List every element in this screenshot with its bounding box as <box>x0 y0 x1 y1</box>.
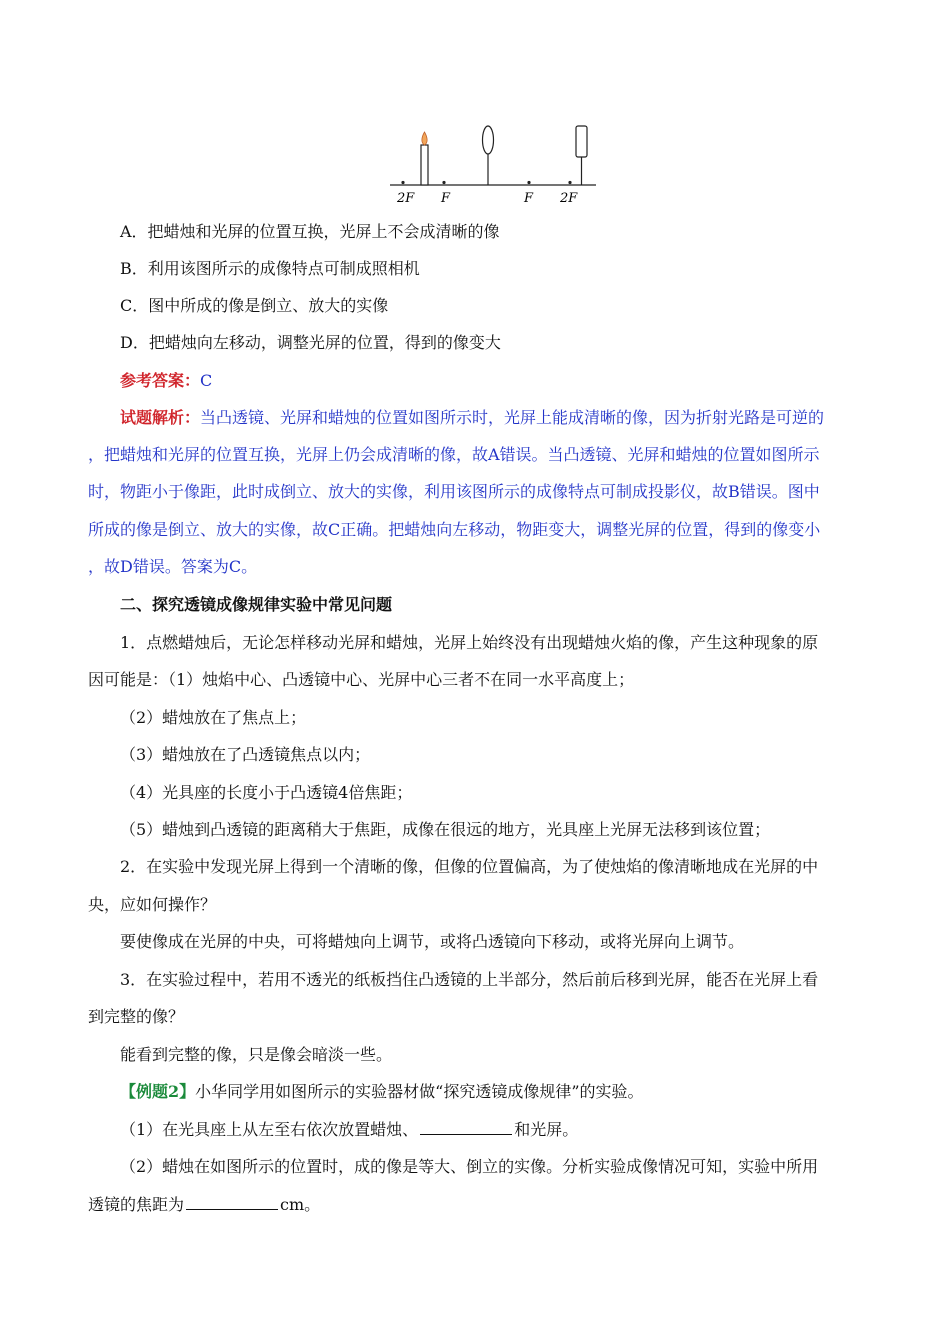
q1-reason-2: （2）蜡烛放在了焦点上； <box>120 708 307 727</box>
q3-line-2: 到完整的像？ <box>88 1007 185 1026</box>
answer-label: 参考答案： <box>120 371 201 390</box>
option-c: C．图中所成的像是倒立、放大的实像 <box>120 296 389 315</box>
label-2f-left: 2F <box>397 191 415 206</box>
option-d: D．把蜡烛向左移动，调整光屏的位置，得到的像变大 <box>120 333 501 352</box>
point-2f-left <box>401 181 404 184</box>
convex-lens <box>483 126 494 154</box>
q3-line-1: 3．在实验过程中，若用不透光的纸板挡住凸透镜的上半部分，然后前后移到光屏，能否在光屏上看 <box>120 970 819 989</box>
answer-line <box>120 371 890 391</box>
q1-reason-5: （5）蜡烛到凸透镜的距离稍大于焦距，成像在很远的地方，光具座上光屏无法移到该位置； <box>120 820 771 839</box>
analysis-text-1: 当凸透镜、光屏和蜡烛的位置如图所示时，光屏上能成清晰的像，因为折射光路是可逆的 <box>200 408 825 427</box>
part1-after: 和光屏。 <box>514 1120 579 1139</box>
analysis-line-3: 时，物距小于像距，此时成倒立、放大的实像，利用该图所示的成像特点可制成投影仪，故B错误。图中 <box>88 482 820 501</box>
analysis-line-2: ，把蜡烛和光屏的位置互换，光屏上仍会成清晰的像，故A错误。当凸透镜、光屏和蜡烛的位置如图所示 <box>88 445 820 464</box>
q3-answer: 能看到完整的像，只是像会暗淡一些。 <box>120 1045 393 1064</box>
label-f-right: F <box>524 191 534 206</box>
example-intro-line <box>120 1082 890 1102</box>
q1-reason-4: （4）光具座的长度小于凸透镜4倍焦距； <box>120 783 413 802</box>
q1-line-1: 1．点燃蜡烛后，无论怎样移动光屏和蜡烛，光屏上始终没有出现蜡烛火焰的像，产生这种现象的原 <box>120 633 819 652</box>
analysis-line-1 <box>120 408 890 428</box>
label-f-left: F <box>441 191 451 206</box>
part2-before: 透镜的焦距为 <box>88 1195 185 1214</box>
section-heading: 二、探究透镜成像规律实验中常见问题 <box>120 595 393 614</box>
option-b: B．利用该图所示的成像特点可制成照相机 <box>120 259 420 278</box>
point-2f-right <box>568 181 571 184</box>
optical-bench-figure <box>388 118 598 210</box>
analysis-line-5: ，故D错误。答案为C。 <box>88 557 258 576</box>
example-intro: 小华同学用如图所示的实验器材做“探究透镜成像规律”的实验。 <box>195 1082 644 1101</box>
example-part-2-line-2 <box>88 1195 858 1215</box>
analysis-line-4: 所成的像是倒立、放大的实像，故C正确。把蜡烛向左移动，物距变大，调整光屏的位置，得到的像变小 <box>88 520 821 539</box>
light-screen <box>576 126 587 157</box>
example-label: 【例题2】 <box>120 1082 196 1101</box>
part2-after: cm。 <box>280 1195 321 1214</box>
answer-blank-1[interactable] <box>420 1120 512 1135</box>
candle <box>421 145 428 185</box>
part1-before: （1）在光具座上从左至右依次放置蜡烛、 <box>120 1120 419 1139</box>
q2-line-2: 央，应如何操作？ <box>88 895 217 914</box>
analysis-label: 试题解析： <box>120 408 201 427</box>
answer-value: C <box>200 371 213 390</box>
point-f-left <box>442 181 445 184</box>
answer-blank-2[interactable] <box>186 1195 278 1210</box>
label-2f-right: 2F <box>560 191 578 206</box>
option-a: A．把蜡烛和光屏的位置互换，光屏上不会成清晰的像 <box>120 222 500 241</box>
example-part-2-line-1: （2）蜡烛在如图所示的位置时，成的像是等大、倒立的实像。分析实验成像情况可知，实验中所用 <box>120 1157 819 1176</box>
point-f-right <box>527 181 530 184</box>
q1-reason-3: （3）蜡烛放在了凸透镜焦点以内； <box>120 745 371 764</box>
q2-line-1: 2．在实验中发现光屏上得到一个清晰的像，但像的位置偏高，为了使烛焰的像清晰地成在光屏的中 <box>120 857 819 876</box>
q1-line-2: 因可能是：（1）烛焰中心、凸透镜中心、光屏中心三者不在同一水平高度上； <box>88 670 635 689</box>
q2-answer: 要使像成在光屏的中央，可将蜡烛向上调节，或将凸透镜向下移动，或将光屏向上调节。 <box>120 932 745 951</box>
example-part-1 <box>120 1120 890 1140</box>
candle-flame <box>422 132 427 145</box>
